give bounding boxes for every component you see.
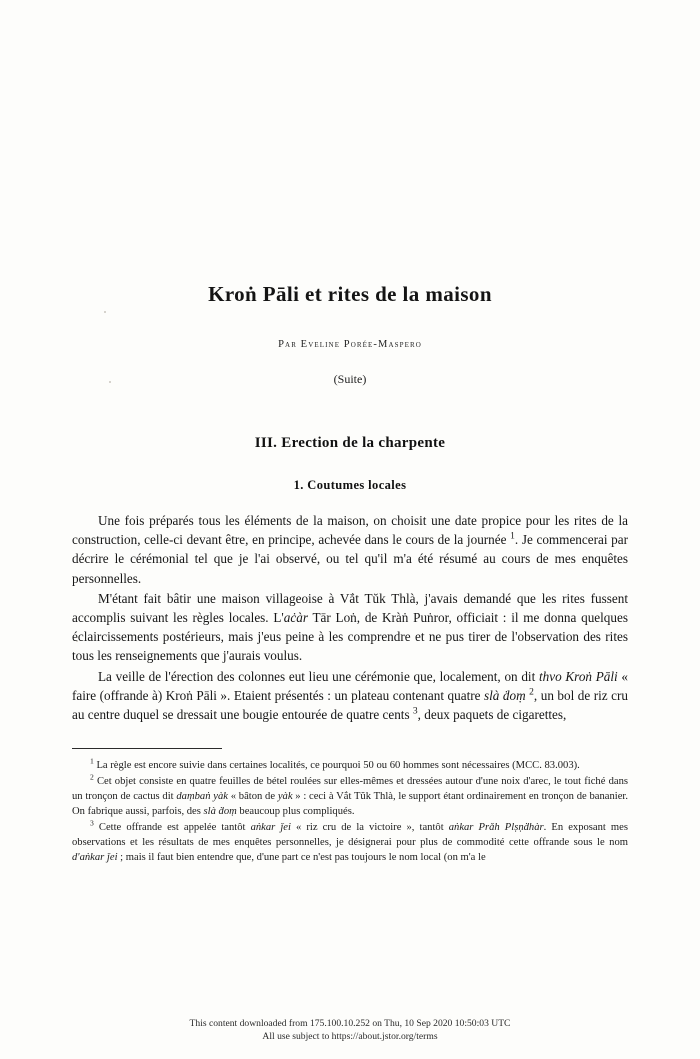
subsection-heading: 1. Coutumes locales (293, 478, 407, 492)
download-footer (0, 1017, 700, 1043)
footnotes (72, 758, 628, 865)
paragraph: M'étant fait bâtir une maison villageoise à Vắt Tŭk Thlà, j'avais demandé que les rites fussent accomplis suivant les règles locales. L'aċàr Tār Loṅ, de Kràṅ Puṅror, officiait : il me donna quelques éclaircissements postérieurs, mais j'eus peine à les comprendre et ne pus tirer de l'observation des rites tous les renseignements que j'aurais voulus. (72, 590, 628, 664)
author-byline: Par Eveline Porée-Maspero (278, 339, 422, 350)
article-body (72, 0, 628, 865)
footnote: $^1$ La règle est encore suivie dans certaines localités, ce pourquoi 50 ou 60 hommes sont nécessaires (MCC. 83.003). (90, 756, 580, 772)
footer-line-2: All use subject to https://about.jstor.org/terms (262, 1031, 438, 1042)
body-text (72, 511, 628, 724)
paragraph: La veille de l'érection des colonnes eut lieu une cérémonie que, localement, on dit thvo Kroṅ Pāli « faire (offrande à) Kroṅ Pāli ». Etaient présentés : un plateau contenant quatre slà ḋoṃ $^2$, un bol de riz cru au centre duquel se dressait une bougie entourée de quatre cents $^3$, deux paquets de cigarettes, (72, 668, 629, 723)
section-heading: III. Erection de la charpente (254, 435, 446, 451)
footnote: $^2$ Cet objet consiste en quatre feuilles de bétel roulées sur elles-mêmes et dressées autour d'une noix d'arec, le tout fiché dans un tronçon de cactus dit daṃbaṅ yàk « bâton de yàk » : ceci à Vắt Tŭk Thlà, le support étant ordinairement en tronçon de bananier. On fabrique aussi, parfois, des slà ḋoṃ beaucoup plus compliqués. (72, 772, 628, 818)
page-title: Kroṅ Pāli et rites de la maison (208, 282, 492, 306)
continuation-note: (Suite) (333, 372, 367, 386)
footnote-separator (72, 748, 222, 749)
footnote: $^3$ Cette offrande est appelée tantôt aṅkar ǰei « riz cru de la victoire », tantôt aṅkar Prǎh Plṣṇḋhàr. En exposant mes observations et les résultats de mes enquêtes personnelles, je désignerai pour plus de commodité cette offrande sous le nom d'aṅkar ǰei ; mais il faut bien entendre que, d'une part ce n'est pas toujours le nom local (on m'a le (72, 818, 628, 863)
footer-line-1: This content downloaded from 175.100.10.252 on Thu, 10 Sep 2020 10:50:03 UTC (189, 1018, 511, 1029)
paragraph: Une fois préparés tous les éléments de la maison, on choisit une date propice pour les rites de la construction, celle-ci devant être, en principe, achevée dans le cours de la journée $^1$. Je commencerai par décrire le cérémonial tel que je l'ai observé, ou tel qu'il m'a été résumé au cours de mes enquêtes personnelles. (72, 513, 628, 586)
